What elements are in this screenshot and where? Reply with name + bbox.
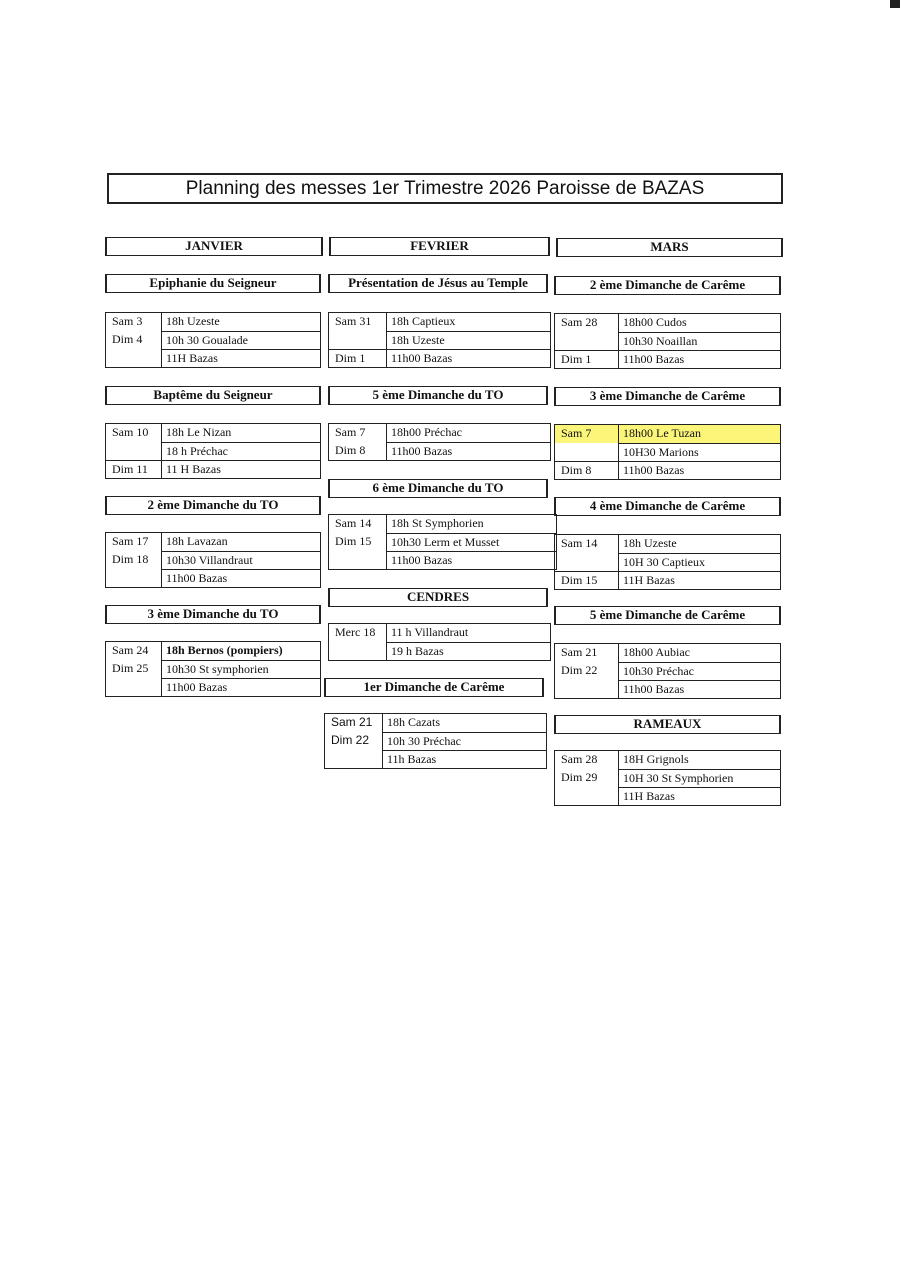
mass-cell: 10h30 Villandraut: [162, 551, 320, 569]
mass-cell: 11 h Villandraut: [391, 625, 469, 639]
mass-table: [328, 423, 551, 461]
day-cell: Dim 15: [329, 533, 387, 551]
mass-cell: 11 H Bazas: [162, 460, 320, 478]
day-cell: Dim 18: [106, 551, 162, 569]
section-heading: 3 ème Dimanche de Carême: [554, 387, 781, 406]
day-cell: Dim 11: [106, 460, 162, 478]
mass-cell: 11h00 Bazas: [387, 442, 550, 460]
scan-mark: [890, 0, 900, 8]
mass-cell: 18h Lavazan: [166, 534, 228, 548]
day-cell: [555, 787, 619, 805]
mass-cell: 18h00 Cudos: [623, 315, 687, 329]
mass-table: [328, 623, 551, 661]
day-cell: Dim 22: [555, 662, 619, 680]
mass-cell: 18h Uzeste: [387, 331, 550, 349]
mass-cell: 11h00 Bazas: [162, 678, 320, 696]
day-cell: Sam 7: [555, 425, 619, 443]
day-cell: Dim 8: [329, 442, 387, 460]
mass-table: [105, 423, 321, 479]
day-cell: Sam 3: [106, 313, 162, 331]
day-cell: Sam 21: [325, 714, 383, 732]
month-header-janvier: JANVIER: [105, 237, 323, 256]
day-cell: Dim 1: [329, 349, 387, 367]
mass-cell: 18h Uzeste: [623, 536, 677, 550]
mass-cell: 10H 30 St Symphorien: [619, 769, 780, 787]
day-cell: Sam 7: [329, 424, 387, 442]
mass-cell: 18h00 Aubiac: [623, 645, 690, 659]
mass-cell: 11H Bazas: [619, 571, 780, 589]
day-cell: Dim 4: [106, 331, 162, 349]
section-heading: Présentation de Jésus au Temple: [328, 274, 548, 293]
section-heading: Baptême du Seigneur: [105, 386, 321, 405]
mass-cell: 11h00 Bazas: [619, 461, 780, 479]
day-cell: Sam 28: [555, 751, 619, 769]
day-cell: [329, 642, 387, 660]
section-heading: 5 ème Dimanche du TO: [328, 386, 548, 405]
mass-cell: 10H 30 Captieux: [619, 553, 780, 571]
mass-cell: 11h Bazas: [383, 750, 546, 768]
section-heading: CENDRES: [328, 588, 548, 607]
mass-table: [554, 643, 781, 699]
day-cell: Dim 25: [106, 660, 162, 678]
mass-cell: 10h 30 Goualade: [162, 331, 320, 349]
section-heading: 4 ème Dimanche de Carême: [554, 497, 781, 516]
day-cell: [106, 442, 162, 460]
month-header-fevrier: FEVRIER: [329, 237, 550, 256]
mass-cell: 10h30 Préchac: [619, 662, 780, 680]
mass-table: [328, 514, 557, 570]
day-cell: Dim 22: [325, 732, 383, 750]
day-cell: [555, 553, 619, 571]
mass-cell: 11H Bazas: [162, 349, 320, 367]
section-heading: Epiphanie du Seigneur: [105, 274, 321, 293]
day-cell: Merc 18: [329, 624, 387, 642]
mass-table: [554, 534, 781, 590]
mass-table: [105, 641, 321, 697]
day-cell: Dim 29: [555, 769, 619, 787]
day-cell: Sam 14: [329, 515, 387, 533]
day-cell: [106, 349, 162, 367]
section-heading: 1er Dimanche de Carême: [324, 678, 544, 697]
section-heading: RAMEAUX: [554, 715, 781, 734]
mass-table: [105, 312, 321, 368]
mass-cell: 18h00 Préchac: [391, 425, 462, 439]
section-heading: 6 ème Dimanche du TO: [328, 479, 548, 498]
section-heading: 2 ème Dimanche du TO: [105, 496, 321, 515]
day-cell: Sam 28: [555, 314, 619, 332]
mass-cell: 18h St Symphorien: [391, 516, 484, 530]
mass-cell: 10H30 Marions: [619, 443, 780, 461]
day-cell: Sam 31: [329, 313, 387, 331]
section-heading: 2 ème Dimanche de Carême: [554, 276, 781, 295]
mass-cell: 18h00 Le Tuzan: [619, 425, 780, 443]
mass-cell: 18 h Préchac: [162, 442, 320, 460]
mass-cell: 18h Uzeste: [166, 314, 220, 328]
day-cell: [555, 332, 619, 350]
day-cell: [555, 443, 619, 461]
page-title: Planning des messes 1er Trimestre 2026 Paroisse de BAZAS: [107, 173, 783, 204]
mass-table: [554, 313, 781, 369]
mass-table: [554, 750, 781, 806]
mass-cell: 18h Le Nizan: [166, 425, 232, 439]
mass-cell: 11h00 Bazas: [619, 350, 780, 368]
mass-table: [328, 312, 551, 368]
day-cell: Sam 10: [106, 424, 162, 442]
day-cell: [329, 551, 387, 569]
month-header-mars: MARS: [556, 238, 783, 257]
mass-cell: 11h00 Bazas: [387, 349, 550, 367]
day-cell: [106, 569, 162, 587]
day-cell: [555, 680, 619, 698]
mass-cell: 18h Bernos (pompiers): [166, 643, 283, 657]
mass-cell: 10h30 Lerm et Musset: [387, 533, 556, 551]
mass-cell: 10h30 Noaillan: [619, 332, 780, 350]
section-heading: 5 ème Dimanche de Carême: [554, 606, 781, 625]
section-heading: 3 ème Dimanche du TO: [105, 605, 321, 624]
mass-cell: 18h Captieux: [391, 314, 456, 328]
mass-cell: 18H Grignols: [623, 752, 689, 766]
mass-cell: 18h Cazats: [387, 715, 440, 729]
day-cell: [106, 678, 162, 696]
day-cell: [325, 750, 383, 768]
mass-cell: 11h00 Bazas: [387, 551, 556, 569]
mass-cell: 11H Bazas: [619, 787, 780, 805]
day-cell: [329, 331, 387, 349]
day-cell: Sam 21: [555, 644, 619, 662]
mass-cell: 19 h Bazas: [387, 642, 550, 660]
day-cell: Sam 17: [106, 533, 162, 551]
mass-table: [105, 532, 321, 588]
mass-cell: 10h30 St symphorien: [162, 660, 320, 678]
day-cell: Dim 15: [555, 571, 619, 589]
mass-table: [554, 424, 781, 480]
mass-cell: 11h00 Bazas: [162, 569, 320, 587]
mass-cell: 11h00 Bazas: [619, 680, 780, 698]
mass-cell: 10h 30 Préchac: [383, 732, 546, 750]
day-cell: Sam 14: [555, 535, 619, 553]
day-cell: Dim 1: [555, 350, 619, 368]
mass-table: [324, 713, 547, 769]
day-cell: Dim 8: [555, 461, 619, 479]
day-cell: Sam 24: [106, 642, 162, 660]
